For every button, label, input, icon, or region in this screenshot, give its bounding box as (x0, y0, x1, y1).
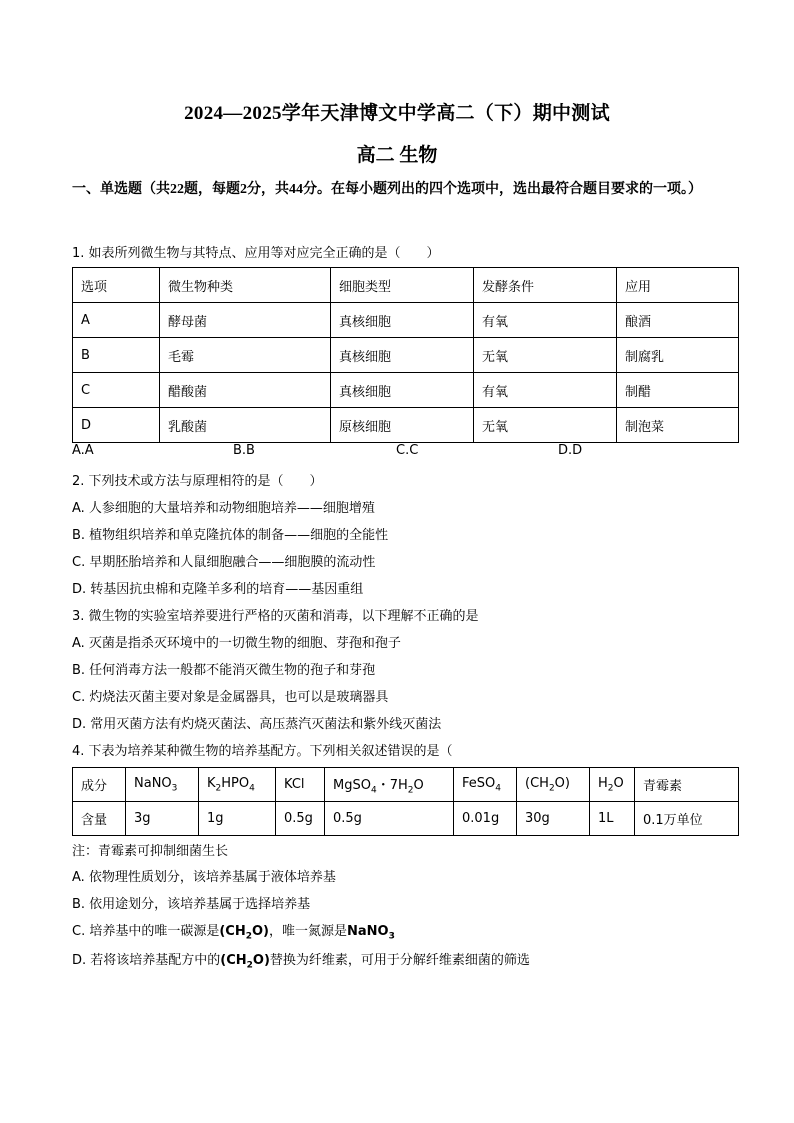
page-subtitle: 高二 生物 (356, 145, 438, 166)
table-row (73, 373, 739, 408)
table-cell: 青霉素 (635, 768, 739, 802)
question-3-option-d[interactable]: D. 常用灭菌方法有灼烧灭菌法、高压蒸汽灭菌法和紫外线灭菌法 (72, 717, 442, 732)
table-cell: 有氧 (474, 303, 617, 338)
page-title: 2024—2025学年天津博文中学高二（下）期中测试 (184, 103, 610, 124)
table-cell: 制醋 (617, 373, 739, 408)
table-cell: NaNO$_3$ (126, 768, 199, 802)
question-4-option-d[interactable]: D. 若将该培养基配方中的$(CH_2O)$替换为纤维素，可用于分解纤维素细菌的筛选 (72, 953, 530, 971)
question-4-table (72, 767, 739, 836)
question-4-option-b[interactable]: B. 依用途划分，该培养基属于选择培养基 (72, 897, 311, 912)
table-row (73, 408, 739, 443)
table-cell: 0.1万单位 (635, 802, 739, 836)
table-cell: 0.01g (454, 802, 517, 836)
table-cell: 无氧 (474, 408, 617, 443)
table-cell: 乳酸菌 (160, 408, 331, 443)
table-row (73, 338, 739, 373)
table-header-cell: 发酵条件 (474, 268, 617, 303)
question-4-option-c[interactable]: C. 培养基中的唯一碳源是$(CH_2O)$，唯一氮源是NaNO$_3$ (72, 924, 395, 942)
formula-nano3: NaNO$_3$ (347, 924, 395, 942)
table-cell: 酿酒 (617, 303, 739, 338)
table-cell: 含量 (73, 802, 126, 836)
table-header-cell: 选项 (73, 268, 160, 303)
table-cell: 3g (126, 802, 199, 836)
table-cell: FeSO$_4$ (454, 768, 517, 802)
table-header-row (73, 268, 739, 303)
table-cell: 制泡菜 (617, 408, 739, 443)
table-cell: D (73, 408, 160, 443)
table-cell: 醋酸菌 (160, 373, 331, 408)
table-header-cell: 细胞类型 (331, 268, 474, 303)
question-4-option-a[interactable]: A. 依物理性质划分，该培养基属于液体培养基 (72, 870, 336, 885)
question-1-option-d[interactable]: D.D (558, 443, 583, 458)
table-cell: 30g (517, 802, 590, 836)
table-cell: 酵母菌 (160, 303, 331, 338)
table-cell: 毛霉 (160, 338, 331, 373)
question-2-option-b[interactable]: B. 植物组织培养和单克隆抗体的制备——细胞的全能性 (72, 528, 389, 543)
table-cell: 真核细胞 (331, 338, 474, 373)
table-cell: MgSO$_4$・$7H_2O$ (325, 768, 454, 802)
table-cell: 1L (590, 802, 635, 836)
question-3-option-c[interactable]: C. 灼烧法灭菌主要对象是金属器具，也可以是玻璃器具 (72, 690, 389, 705)
question-1-option-b[interactable]: B.B (233, 443, 255, 458)
table-row (73, 303, 739, 338)
table-cell: 真核细胞 (331, 373, 474, 408)
table-cell: $K_2HPO_4$ (199, 768, 276, 802)
table-cell: 0.5g (276, 802, 325, 836)
question-1-table (72, 267, 739, 443)
table-cell: A (73, 303, 160, 338)
table-row (73, 768, 739, 802)
table-cell: $(CH_2O)$ (517, 768, 590, 802)
table-cell: 0.5g (325, 802, 454, 836)
table-cell: 1g (199, 802, 276, 836)
table-cell: 制腐乳 (617, 338, 739, 373)
formula-ch2o: $(CH_2O)$ (219, 924, 269, 942)
table-cell: 有氧 (474, 373, 617, 408)
question-1-option-c[interactable]: C.C (396, 443, 419, 458)
formula-ch2o: $(CH_2O)$ (220, 953, 270, 971)
table-cell: 真核细胞 (331, 303, 474, 338)
question-1-option-a[interactable]: A.A (72, 443, 94, 458)
question-4-note: 注：青霉素可抑制细菌生长 (72, 844, 229, 859)
table-cell: KCl (276, 768, 325, 802)
question-3-stem: 3. 微生物的实验室培养要进行严格的灭菌和消毒，以下理解不正确的是 (72, 609, 479, 624)
question-2-option-c[interactable]: C. 早期胚胎培养和人鼠细胞融合——细胞膜的流动性 (72, 555, 376, 570)
table-cell: $H_2O$ (590, 768, 635, 802)
question-2-option-a[interactable]: A. 人参细胞的大量培养和动物细胞培养——细胞增殖 (72, 501, 375, 516)
question-4-stem: 4. 下表为培养某种微生物的培养基配方。下列相关叙述错误的是（ (72, 744, 453, 759)
question-3-option-b[interactable]: B. 任何消毒方法一般都不能消灭微生物的孢子和芽孢 (72, 663, 376, 678)
question-2-stem: 2. 下列技术或方法与原理相符的是（ ） (72, 474, 323, 489)
section-heading: 一、单选题（共22题，每题2分，共44分。在每小题列出的四个选项中，选出最符合题目要求的一项。） (72, 182, 702, 197)
table-header-cell: 微生物种类 (160, 268, 331, 303)
table-cell: 原核细胞 (331, 408, 474, 443)
table-header-cell: 应用 (617, 268, 739, 303)
table-row (73, 802, 739, 836)
table-cell: C (73, 373, 160, 408)
question-1-stem: 1. 如表所列微生物与其特点、应用等对应完全正确的是（ ） (72, 246, 440, 261)
table-cell: 成分 (73, 768, 126, 802)
table-cell: 无氧 (474, 338, 617, 373)
question-3-option-a[interactable]: A. 灭菌是指杀灭环境中的一切微生物的细胞、芽孢和孢子 (72, 636, 401, 651)
question-2-option-d[interactable]: D. 转基因抗虫棉和克隆羊多利的培育——基因重组 (72, 582, 364, 597)
table-cell: B (73, 338, 160, 373)
